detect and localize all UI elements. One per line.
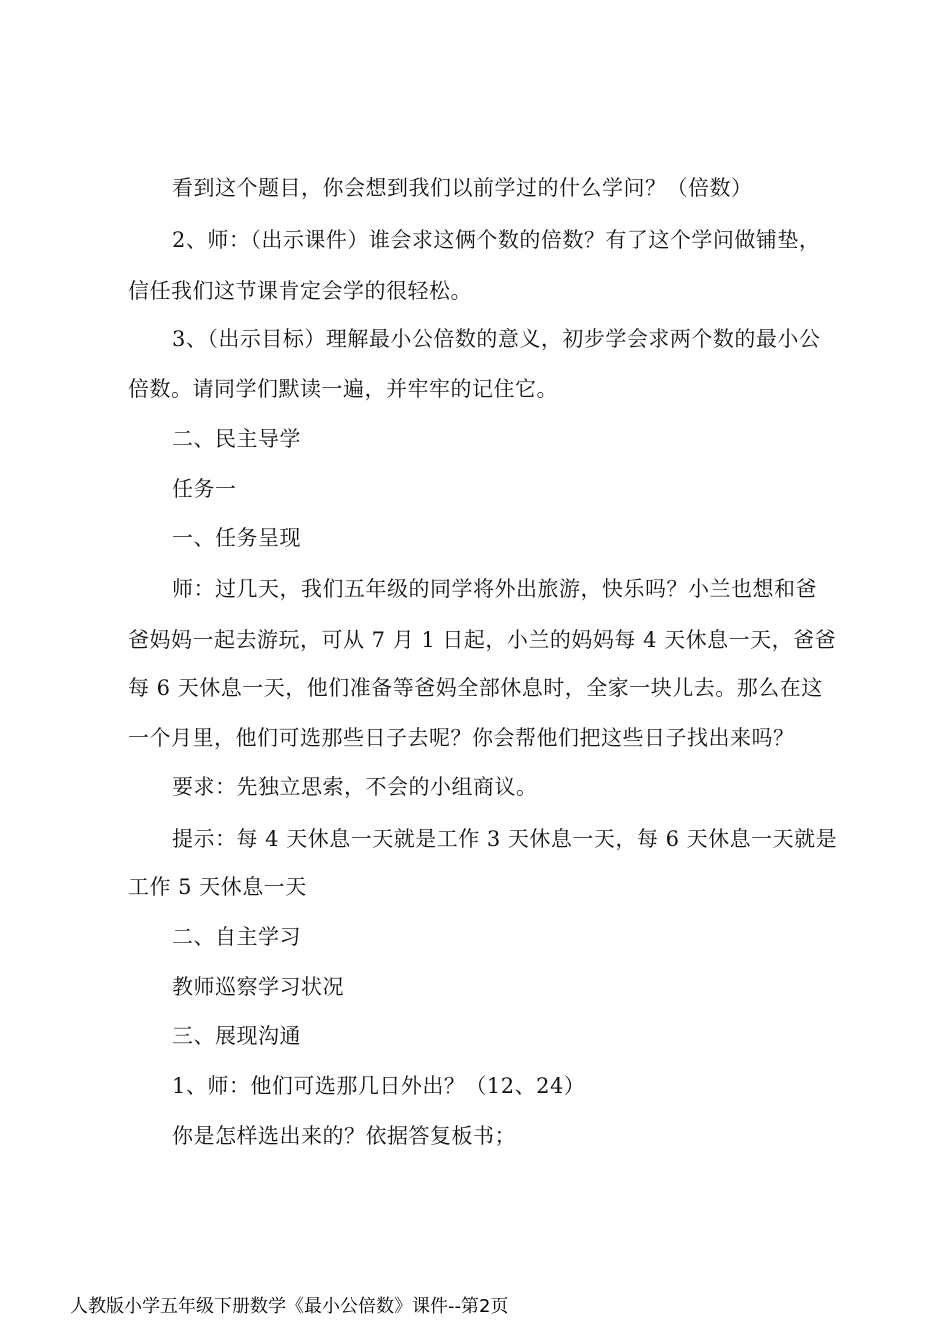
paragraph-line-4: 3、（出示目标）理解最小公倍数的意义，初步学会求两个数的最小公 [172, 327, 821, 351]
paragraph-line-17: 教师巡察学习状况 [172, 975, 344, 999]
section-heading-self-study: 二、自主学习 [172, 925, 301, 949]
section-heading-democratic-learning: 二、民主导学 [172, 427, 301, 451]
section-heading-exchange: 三、展现沟通 [172, 1024, 301, 1048]
paragraph-line-15: 工作 5 天休息一天 [128, 875, 307, 899]
paragraph-line-19: 1、师：他们可选那几日外出？（12、24） [172, 1074, 586, 1098]
paragraph-line-12: 一个月里，他们可选那些日子去呢？你会帮他们把这些日子找出来吗？ [128, 726, 795, 750]
section-heading-task-one: 任务一 [172, 477, 237, 501]
paragraph-line-10: 爸妈妈一起去游玩，可从 7 月 1 日起，小兰的妈妈每 4 天休息一天，爸爸 [128, 628, 837, 652]
paragraph-line-13: 要求：先独立思索，不会的小组商议。 [172, 775, 538, 799]
paragraph-line-5: 倍数。请同学们默读一遍，并牢牢的记住它。 [128, 377, 558, 401]
paragraph-line-14: 提示：每 4 天休息一天就是工作 3 天休息一天，每 6 天休息一天就是 [172, 827, 838, 851]
paragraph-line-3: 信任我们这节课肯定会学的很轻松。 [128, 279, 472, 303]
paragraph-line-1: 看到这个题目，你会想到我们以前学过的什么学问？（倍数） [172, 176, 753, 200]
paragraph-line-9: 师：过几天，我们五年级的同学将外出旅游，快乐吗？小兰也想和爸 [172, 577, 817, 601]
paragraph-line-11: 每 6 天休息一天，他们准备等爸妈全部休息时，全家一块儿去。那么在这 [128, 676, 823, 700]
paragraph-line-2: 2、师：（出示课件）谁会求这俩个数的倍数？有了这个学问做铺垫， [172, 228, 821, 252]
section-heading-task-presentation: 一、任务呈现 [172, 526, 301, 550]
paragraph-line-20: 你是怎样选出来的？依据答复板书； [172, 1124, 516, 1148]
page-footer: 人教版小学五年级下册数学《最小公倍数》课件--第2页 [70, 1296, 509, 1317]
